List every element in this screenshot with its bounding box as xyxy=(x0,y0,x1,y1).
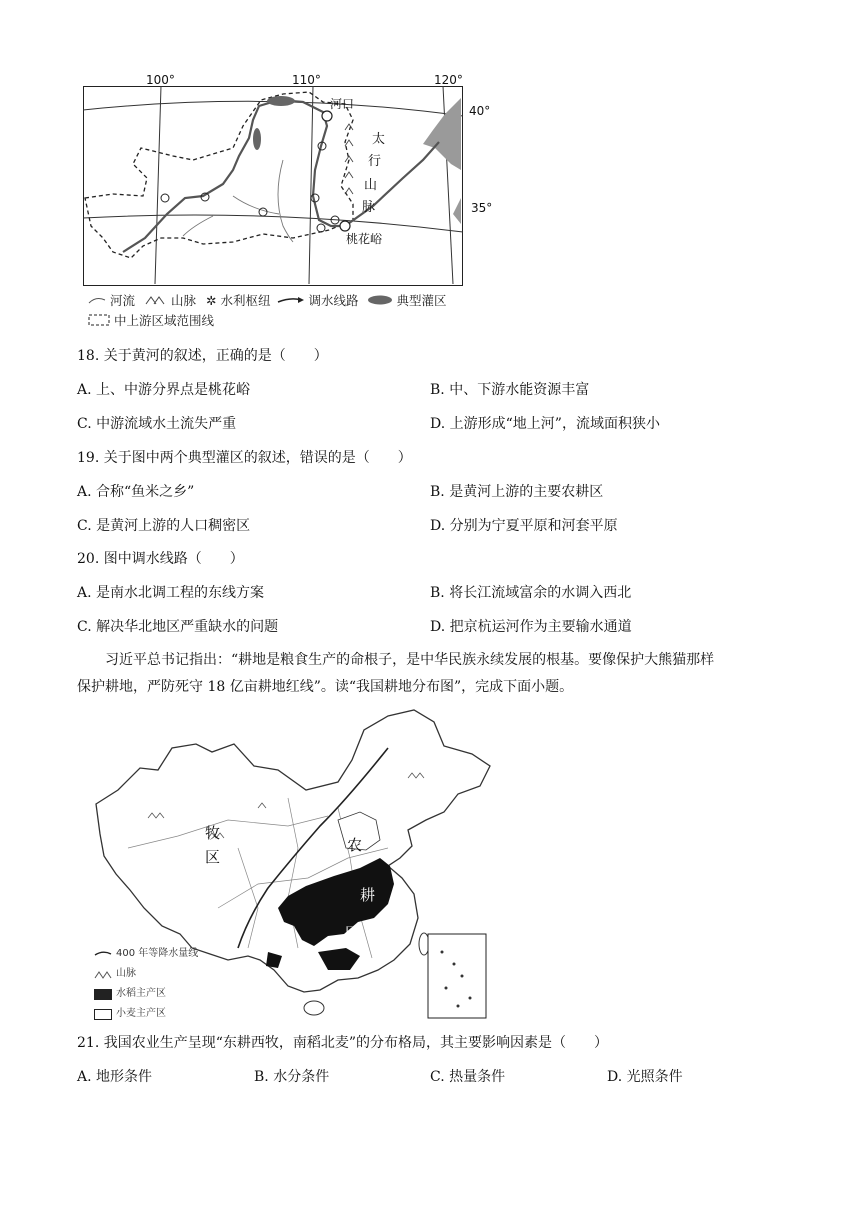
region-char-qu-1: 区 xyxy=(205,848,221,866)
map2-legend xyxy=(94,944,198,1024)
q20-stem: 20. 图中调水线路（ ） xyxy=(77,551,244,567)
q21-option-c: C. 热量条件 xyxy=(430,1069,506,1085)
legend-wheat: 小麦主产区 xyxy=(116,1008,166,1019)
legend-hub: 水利枢纽 xyxy=(220,293,271,308)
legend-mountain2: 山脉 xyxy=(116,968,136,979)
region-char-geng: 耕 xyxy=(360,886,376,904)
tributary-3 xyxy=(183,216,213,236)
q20-option-c: C. 解决华北地区严重缺水的问题 xyxy=(77,619,279,635)
q20-option-a: A. 是南水北调工程的东线方案 xyxy=(77,585,265,601)
sea-area-2 xyxy=(453,198,461,224)
map1-drawing xyxy=(83,86,483,286)
q19-option-a: A. 合称“鱼米之乡” xyxy=(77,484,195,500)
q20-option-d: D. 把京杭运河作为主要输水通道 xyxy=(430,619,632,635)
intro-line-1: 习近平总书记指出：“耕地是粮食生产的命根子，是中华民族永续发展的根基。要像保护大熊猫那样 xyxy=(105,652,715,668)
route-legend-icon xyxy=(277,294,305,306)
tributary-2 xyxy=(233,196,279,214)
irrigation-ningxia xyxy=(253,128,261,150)
q19-stem: 19. 关于图中两个典型灌区的叙述，错误的是（ ） xyxy=(77,450,412,466)
q18-option-c: C. 中游流域水土流失严重 xyxy=(77,416,237,432)
place-taohuayu: 桃花峪 xyxy=(346,232,383,246)
parallel-35 xyxy=(83,215,463,232)
mountain-char-3: 山 xyxy=(364,178,378,193)
legend-isohyet: 400 年等降水量线 xyxy=(116,948,199,959)
q19-option-d: D. 分别为宁夏平原和河套平原 xyxy=(430,518,618,534)
river-legend-icon xyxy=(88,294,106,306)
tributary-1 xyxy=(278,160,293,242)
meridian-110 xyxy=(309,86,313,284)
q18-stem: 18. 关于黄河的叙述，正确的是（ ） xyxy=(77,348,328,364)
q21-stem: 21. 我国农业生产呈现“东耕西牧，南稻北麦”的分布格局，其主要影响因素是（ ） xyxy=(77,1035,609,1051)
region-char-qu-2: 区 xyxy=(345,924,361,942)
lon-label-100: 100° xyxy=(146,73,175,87)
sea-area xyxy=(423,98,461,170)
yellow-river xyxy=(123,100,439,252)
hainan-island xyxy=(304,1001,324,1015)
isohyet-legend-icon xyxy=(94,949,112,959)
q21-option-a: A. 地形条件 xyxy=(77,1069,153,1085)
q19-option-c: C. 是黄河上游的人口稠密区 xyxy=(77,518,251,534)
map1-legend xyxy=(88,291,468,329)
intro-paragraph xyxy=(77,647,777,701)
wheat-legend-icon xyxy=(94,1009,112,1020)
intro-line-2: 保护耕地，严防死守 18 亿亩耕地红线”。读“我国耕地分布图”，完成下面小题。 xyxy=(77,679,574,695)
legend-boundary: 中上游区域范围线 xyxy=(114,313,215,328)
q18-option-d: D. 上游形成“地上河”，流域面积狭小 xyxy=(430,416,660,432)
region-char-nong: 农 xyxy=(347,836,363,854)
q21-option-d: D. 光照条件 xyxy=(607,1069,683,1085)
mountain-char-4: 脉 xyxy=(362,200,376,215)
lon-label-110: 110° xyxy=(292,73,321,87)
irrigation-hetao xyxy=(267,96,295,106)
place-hekou: 河口 xyxy=(330,97,355,111)
q21-option-b: B. 水分条件 xyxy=(254,1069,330,1085)
legend-route: 调水线路 xyxy=(308,293,359,308)
boundary-legend-icon xyxy=(88,314,110,326)
legend-rice: 水稻主产区 xyxy=(116,988,166,999)
legend-mountain: 山脉 xyxy=(171,293,197,308)
lat-label-40: 40° xyxy=(469,104,491,118)
legend-river: 河流 xyxy=(110,293,136,308)
q18-option-a: A. 上、中游分界点是桃花峪 xyxy=(77,382,251,398)
irrigation-legend-icon xyxy=(367,294,393,306)
mountain-char-1: 太 xyxy=(372,132,386,147)
mountain-legend-icon xyxy=(145,294,167,306)
mountain2-legend-icon xyxy=(94,969,112,979)
q19-option-b: B. 是黄河上游的主要农耕区 xyxy=(430,484,604,500)
taihang-mountain-marks xyxy=(345,124,353,194)
lon-label-120: 120° xyxy=(434,73,463,87)
q18-option-b: B. 中、下游水能资源丰富 xyxy=(430,382,590,398)
legend-irrigation: 典型灌区 xyxy=(396,293,447,308)
hub-legend-icon: ✲ xyxy=(206,292,217,308)
mountain-char-2: 行 xyxy=(368,154,382,169)
region-char-mu: 牧 xyxy=(205,824,221,842)
rice-legend-icon xyxy=(94,989,112,1000)
hekou-point xyxy=(322,111,332,121)
q20-option-b: B. 将长江流域富余的水调入西北 xyxy=(430,585,632,601)
lat-label-35: 35° xyxy=(471,201,493,215)
meridian-100 xyxy=(155,86,161,284)
